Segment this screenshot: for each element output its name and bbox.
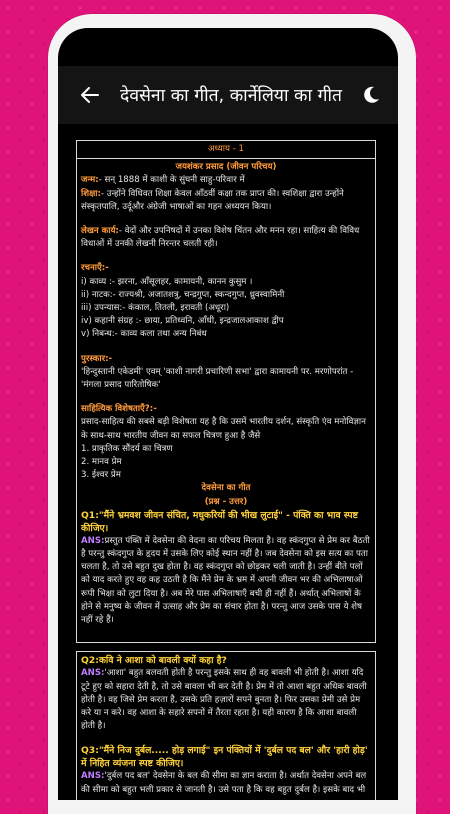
chapter-content (76, 140, 376, 800)
phone-screen (58, 28, 398, 800)
poem-title: देवसेना का गीत (201, 483, 251, 494)
answer-2-text: 'आशा' बहुत बलवती होती है परन्तु इसके साथ ही वह बावली भी होती है। आशा यदि टूटे हुए को सहारा देती है, तो उसे बावला भी कर देती है। प्रेम में तो आशा बहुत अधिक बावली होती है। वह जिसे प्रेम करता है, उसके प्रति हज़ारों सपने बुनता है। फिर उसका प्रेमी उसे प्रेम करे या न करे। वह आशा के सहारे सपनों में तैरता रहता है। यही कारण है कि आशा बावली होती है। (81, 668, 367, 732)
literary-point: 1. प्राकृतिक सौंदर्य का चित्रण (81, 443, 173, 454)
qa-title: (प्रश्न - उत्तर) (204, 496, 248, 507)
app-bar (58, 66, 398, 124)
works-item: v) निबन्ध:- काव्य कला तथा अन्य निबंध (81, 329, 207, 340)
question-2: Q2:कवि ने आशा को बावली क्यों कहा है? (81, 655, 227, 667)
biography-box (76, 140, 376, 643)
answer-3-text: 'दुर्बल पद बल' देवसेना के बल की सीमा का ज्ञान कराता है। अर्थात देवसेना अपने बल की सीमा को बहुत भली प्रकार से जानती है। उसे पता है कि वह बहुत दुर्बल है। इसके बाद भी (81, 771, 367, 795)
question-3: Q3:"मैंने निज दुर्बल..... होड़ लगाई" इन पंक्तियों में 'दुर्बल पद बल' और 'हारी होड़' में निहित व्यंजना स्पष्ट कीजिए। (81, 745, 368, 770)
writing-line (81, 225, 371, 251)
qa-box (76, 651, 376, 800)
answer-label: ANS: (81, 668, 105, 679)
award-text: 'हिन्दुस्तानी एकेडमी' एवम् 'काशी नागरी प्रचारिणी सभा' द्वारा कामायनी पर. मरणोपरांत - 'मंगला प्रसाद पारितोषिक' (81, 366, 354, 391)
answer-1 (81, 535, 371, 627)
birth-text: - सन् 1888 में काशी के सुंघनी साहु-परिवार में (98, 175, 245, 186)
education-label: शिक्षा: (81, 188, 101, 199)
literary-point: 3. ईश्वर प्रेम (81, 470, 121, 481)
works-label: रचनाएँ:- (81, 263, 109, 274)
award-label: पुरस्कार:- (81, 353, 113, 364)
writing-text: - वेदों और उपनिषदों में उनका विशेष चिंतन और मनन रहा। साहित्य की विविध विधाओं में उनकी लेखनी निरन्तर चलती रही। (81, 226, 360, 250)
literary-text: प्रसाद-साहित्य की सबसे बड़ी विशेषता यह है कि उसमें भारतीय दर्शन, संस्कृति एंव मनोविज्ञान के साथ-साथ भारतीय जीवन का सफल चित्रण हुआ है जैसे (81, 417, 366, 441)
answer-label: ANS: (81, 771, 105, 782)
answer-2 (81, 667, 371, 733)
bio-title: जयशंकर प्रसाद (जीवन परिचय) (175, 162, 277, 173)
works-item: iii) उपन्यास:- कंकाल, तितली, इरावती (अधूरा) (81, 303, 230, 314)
literary-label: साहित्यिक विशेषताएँ?:- (81, 404, 157, 415)
answer-3 (81, 770, 371, 796)
works-item: i) काव्य :- झरना, आँसूलहर, कामायनी, कानन कुसुम । (81, 276, 253, 287)
birth-line (81, 174, 371, 187)
literary-point: 2. मानव प्रेम (81, 457, 122, 468)
question-1: Q1:"मैंने भ्रमवश जीवन संचित, मधुकरियों की भीख लुटाई" - पंक्ति का भाव स्पष्ट कीजिए। (81, 509, 358, 534)
works-item: ii) नाटक:- राज्यश्री, अजातशत्रु, चन्द्रगुप्त, स्कन्दगुप्त, ध्रुवस्वामिनी (81, 289, 285, 300)
chapter-heading: अध्याय - 1 (77, 141, 375, 159)
back-arrow-icon[interactable] (80, 85, 100, 105)
education-line (81, 188, 371, 214)
works-item: iv) कहानी संग्रह :- छाया, प्रतिध्वनि, आँधी, इन्द्रजालआकाश द्वीप (81, 316, 284, 327)
answer-label: ANS: (81, 535, 105, 546)
birth-label: जन्म: (81, 175, 99, 186)
education-text: - उन्होंने विधिवत शिक्षा केवल आँठवीं कक्षा तक प्राप्त की। स्वशिक्षा द्वारा उन्होंने संस्कृतपालि, उर्दूऔर अंग्रेजी भाषाओं का गहन अध्ययन किया। (81, 188, 344, 212)
answer-1-text: प्रस्तुत पंक्ति में देवसेना की वेदना का परिचय मिलता है। वह स्कंदगुप्त से प्रेम कर बैठती है परन्तु स्कंदगुप्त के हृदय में उसके लिए कोई स्थान नहीं है। जब देवसेना को इस सत्य का पता चलता है, तो उसे बहुत दुख होता है। वह स्कंदगुप्त को छोड़कर चली जाती है। उन्हीं बीते पलों को याद करते हुए वह कह उठती है कि मैंने प्रेम के भ्रम में अपनी जीवन भर की अभिलाषाओं रूपी भिक्षा को लुटा दिया है। अब मेरे पास अभिलाषाएँ बची ही नहीं हैं। अर्थात् अभिलाषों के होने से मनुष्य के जीवन में उत्साह और प्रेम का संचार होता है। परन्तु आज उसके पास ये शेष नहीं रहे हैं। (81, 535, 370, 626)
writing-label: लेखन कार्य: (81, 226, 119, 237)
page-title: देवसेना का गीत, कार्नेलिया का गीत (120, 86, 342, 106)
dark-mode-moon-icon[interactable] (360, 84, 382, 106)
